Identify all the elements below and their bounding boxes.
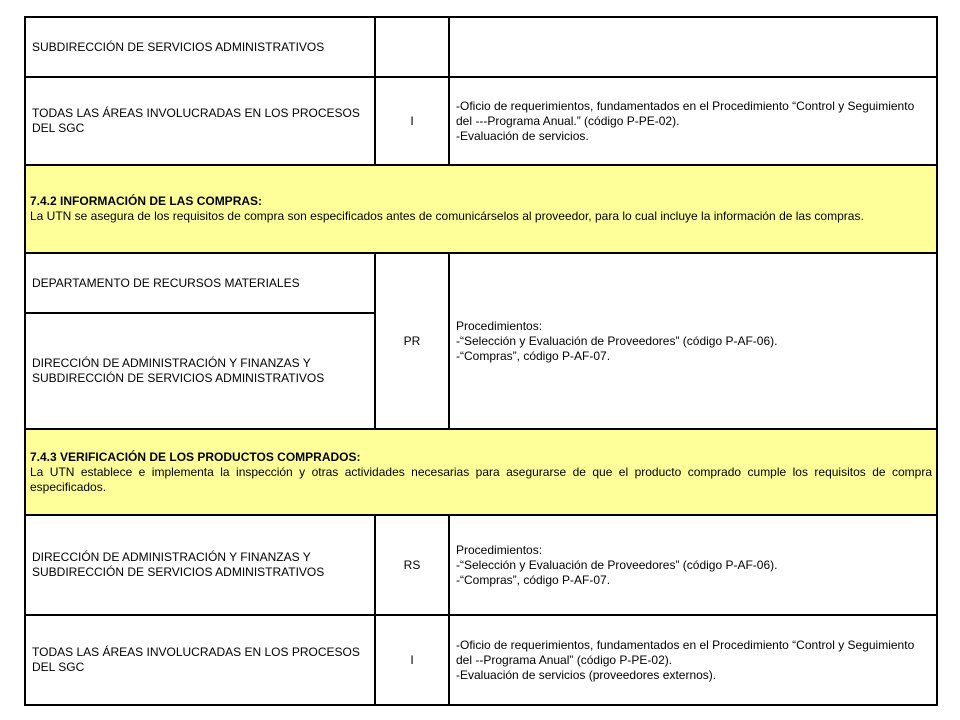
area-cell: TODAS LAS ÁREAS INVOLUCRADAS EN LOS PROCESOS DEL SGC: [25, 615, 375, 705]
documents-cell: [449, 77, 937, 165]
area-cell: DEPARTAMENTO DE RECURSOS MATERIALES: [25, 253, 375, 313]
responsibility-cell: I: [375, 77, 449, 165]
section-row-743: [25, 429, 937, 515]
section-body: La UTN se asegura de los requisitos de compra son especificados antes de comunicárselos al proveedor, para lo cual incluye la información de las compras.: [30, 209, 864, 223]
section-title: 7.4.2 INFORMACIÓN DE LAS COMPRAS:: [30, 194, 263, 208]
area-cell: DIRECCIÓN DE ADMINISTRACIÓN Y FINANZAS Y SUBDIRECCIÓN DE SERVICIOS ADMINISTRATIVOS: [25, 313, 375, 429]
documents-cell: [449, 615, 937, 705]
table-row: [25, 77, 937, 165]
area-cell: DIRECCIÓN DE ADMINISTRACIÓN Y FINANZAS Y SUBDIRECCIÓN DE SERVICIOS ADMINISTRATIVOS: [25, 515, 375, 615]
document-line: -Oficio de requerimientos, fundamentados en el Procedimiento “Control y Seguimiento del ---Programa Anual.” (código P-PE-02).: [456, 98, 915, 128]
document-line: -“Selección y Evaluación de Proveedores” (código P-AF-06).: [456, 557, 778, 572]
section-cell: [25, 165, 937, 253]
document-line: -Evaluación de servicios.: [456, 128, 589, 143]
document-line: -“Selección y Evaluación de Proveedores” (código P-AF-06).: [456, 333, 778, 348]
documents-cell: [449, 17, 937, 77]
section-cell: [25, 429, 937, 515]
document-line: -“Compras”, código P-AF-07.: [456, 572, 611, 587]
area-cell: SUBDIRECCIÓN DE SERVICIOS ADMINISTRATIVOS: [25, 17, 375, 77]
section-title: 7.4.3 VERIFICACIÓN DE LOS PRODUCTOS COMPRADOS:: [30, 449, 361, 464]
table-row: [25, 515, 937, 615]
responsibility-cell: RS: [375, 515, 449, 615]
table-row: [25, 17, 937, 77]
responsibility-cell: [375, 17, 449, 77]
document-line: -Oficio de requerimientos, fundamentados en el Procedimiento “Control y Seguimiento del --Programa Anual” (código P-PE-02).: [456, 637, 915, 667]
area-cell: TODAS LAS ÁREAS INVOLUCRADAS EN LOS PROCESOS DEL SGC: [25, 77, 375, 165]
document-line: Procedimientos:: [456, 542, 543, 557]
document-line: Procedimientos:: [456, 318, 543, 333]
table-row: [25, 615, 937, 705]
documents-cell: [449, 253, 937, 429]
document-line: -Evaluación de servicios (proveedores externos).: [456, 667, 717, 682]
table-row: [25, 253, 937, 313]
section-body: La UTN establece e implementa la inspección y otras actividades necesarias para asegurarse de que el producto comprado cumple los requisitos de compra especificados.: [30, 464, 932, 494]
responsibility-cell: I: [375, 615, 449, 705]
section-row-742: [25, 165, 937, 253]
documents-cell: [449, 515, 937, 615]
document-line: -“Compras”, código P-AF-07.: [456, 348, 611, 363]
procedures-table: [24, 16, 938, 706]
responsibility-cell: PR: [375, 253, 449, 429]
